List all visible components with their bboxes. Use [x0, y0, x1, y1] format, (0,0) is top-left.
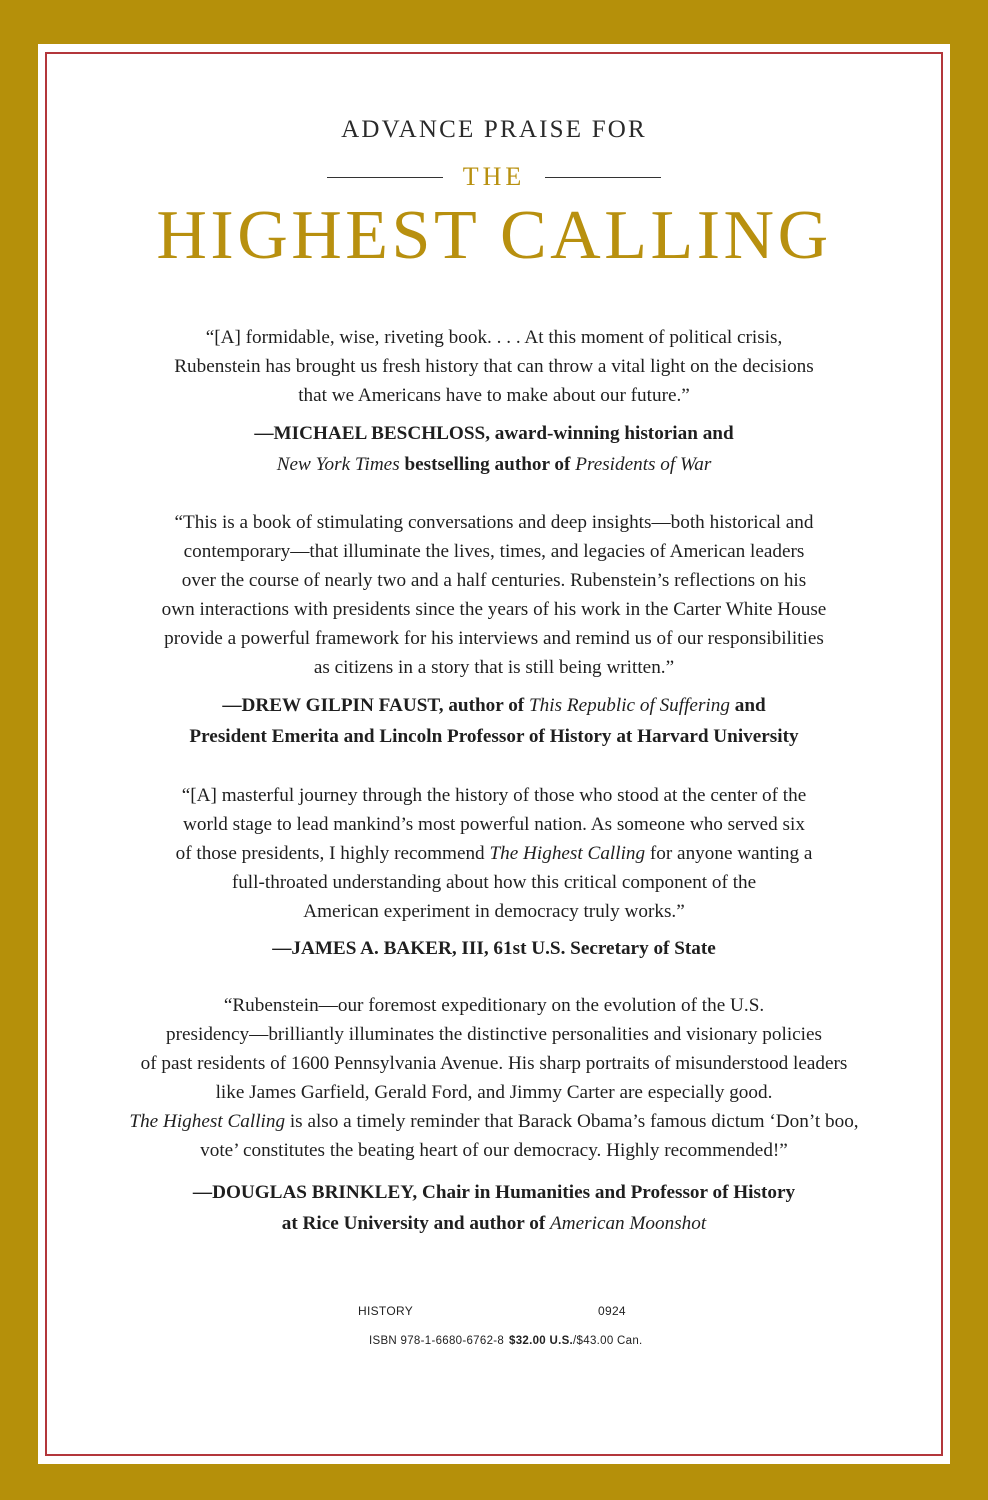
price-can: $43.00 Can. [576, 1335, 643, 1347]
price [509, 1335, 643, 1347]
isbn: ISBN 978-1-6680-6762-8 [369, 1335, 505, 1347]
attribution-line: President Emerita and Lincoln Professor of History at Harvard University [189, 726, 799, 747]
quote-line: “Rubenstein—our foremost expeditionary on the evolution of the U.S. [223, 995, 765, 1016]
quote-line: “[A] masterful journey through the history of those who stood at the center of the [181, 785, 807, 806]
quote-line: provide a powerful framework for his interviews and remind us of our responsibilities [164, 628, 824, 649]
right-rule [545, 177, 661, 178]
book-name: The Highest Calling [489, 843, 646, 864]
quote-line: like James Garfield, Gerald Ford, and Jimmy Carter are especially good. [215, 1082, 773, 1103]
attribution-line [38, 690, 950, 721]
book-name: This Republic of Suffering [529, 695, 730, 716]
title-the-row [38, 162, 950, 192]
quote-line [38, 1107, 950, 1136]
category-label: HISTORY [358, 1304, 414, 1318]
back-cover-content [38, 44, 950, 1464]
publication-name: New York Times [276, 454, 400, 475]
book-name: Presidents of War [575, 454, 712, 475]
praise-quote-4 [38, 991, 950, 1165]
edition-code: 0924 [598, 1304, 626, 1318]
attribution-text: and [729, 695, 766, 716]
praise-quote-1 [38, 323, 950, 410]
attribution-line: —JAMES A. BAKER, III, 61st U.S. Secretary of State [272, 938, 716, 959]
advance-praise-heading: ADVANCE PRAISE FOR [341, 116, 647, 143]
quote-line: “This is a book of stimulating conversations and deep insights—both historical and [174, 512, 814, 533]
attribution-line [38, 449, 950, 480]
attribution-3 [38, 933, 950, 964]
attribution-text: at Rice University and author of [281, 1213, 551, 1234]
book-name: American Moonshot [550, 1213, 707, 1234]
attribution-line [38, 1208, 950, 1239]
quote-line: presidency—brilliantly illuminates the distinctive personalities and visionary policies [166, 1024, 822, 1045]
quote-line: contemporary—that illuminate the lives, times, and legacies of American leaders [183, 541, 805, 562]
price-separator: / [573, 1335, 577, 1347]
quote-text: for anyone wanting a [645, 843, 813, 864]
book-title: HIGHEST CALLING [156, 197, 832, 274]
price-us: $32.00 U.S. [509, 1335, 574, 1347]
quote-line: world stage to lead mankind’s most powerful nation. As someone who served six [183, 814, 805, 835]
quote-text: is also a timely reminder that Barack Obama’s famous dictum ‘Don’t boo, [285, 1111, 859, 1132]
praise-quote-3 [38, 781, 950, 926]
quote-line: Rubenstein has brought us fresh history that can throw a vital light on the decisions [174, 356, 814, 377]
quote-line: over the course of nearly two and a half centuries. Rubenstein’s reflections on his [181, 570, 807, 591]
quote-line: as citizens in a story that is still being written.” [313, 657, 675, 678]
attribution-line: —DOUGLAS BRINKLEY, Chair in Humanities and Professor of History [192, 1182, 796, 1203]
attribution-line: —MICHAEL BESCHLOSS, award-winning historian and [254, 423, 734, 444]
quote-line: own interactions with presidents since the years of his work in the Carter White House [161, 599, 827, 620]
quote-line [38, 839, 950, 868]
left-rule [327, 177, 443, 178]
quote-line: of past residents of 1600 Pennsylvania Avenue. His sharp portraits of misunderstood leaders [140, 1053, 848, 1074]
quote-line: full-throated understanding about how this critical component of the [231, 872, 757, 893]
attribution-1 [38, 418, 950, 480]
back-cover-panel [38, 44, 950, 1464]
quote-line: American experiment in democracy truly works.” [303, 901, 685, 922]
quote-line: “[A] formidable, wise, riveting book. . . . At this moment of political crisis, [205, 327, 783, 348]
quote-text: of those presidents, I highly recommend [175, 843, 490, 864]
quote-line: that we Americans have to make about our future.” [298, 385, 690, 406]
quote-line: vote’ constitutes the beating heart of our democracy. Highly recommended!” [200, 1140, 788, 1161]
attribution-4 [38, 1177, 950, 1239]
attribution-2 [38, 690, 950, 752]
title-the: THE [462, 162, 526, 191]
attribution-text: bestselling author of [399, 454, 576, 475]
book-name: The Highest Calling [129, 1111, 286, 1132]
attribution-text: —DREW GILPIN FAUST, author of [222, 695, 529, 716]
praise-quote-2 [38, 508, 950, 682]
